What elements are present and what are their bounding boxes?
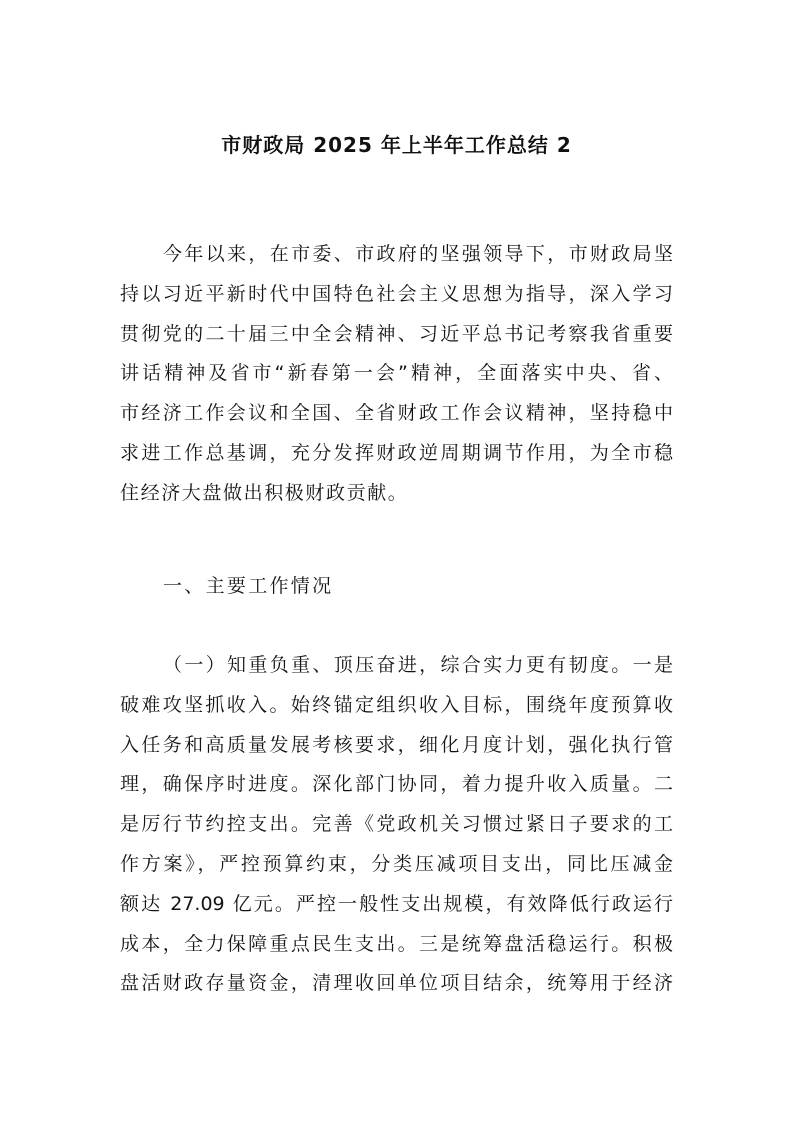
section-paragraph	[120, 646, 673, 1004]
paragraph-line: 理，确保序时进度。深化部门协同，着力提升收入质量。二	[120, 773, 673, 796]
paragraph-line: 额达 27.09 亿元。严控一般性支出规模，有效降低行政运行	[120, 892, 673, 915]
paragraph-line: 成本，全力保障重点民生支出。三是统筹盘活稳运行。积极	[120, 932, 673, 955]
paragraph-line: 盘活财政存量资金，清理收回单位项目结余，统筹用于经济	[120, 972, 673, 995]
paragraph-line: 住经济大盘做出积极财政贡献。	[120, 481, 409, 504]
section-heading: 一、主要工作情况	[163, 575, 334, 597]
paragraph-line: 是厉行节约控支出。完善《党政机关习惯过紧日子要求的工	[120, 813, 673, 836]
paragraph-line: 作方案》，严控预算约束，分类压减项目支出，同比压减金	[120, 852, 673, 875]
document-title: 市财政局 2025 年上半年工作总结 2	[221, 133, 572, 157]
paragraph-line: 今年以来，在市委、市政府的坚强领导下，市财政局坚	[163, 243, 673, 265]
paragraph-line: 贯彻党的二十届三中全会精神、习近平总书记考察我省重要	[120, 322, 673, 345]
paragraph-line: 入任务和高质量发展考核要求，细化月度计划，强化执行管	[120, 733, 673, 756]
intro-paragraph	[120, 235, 673, 514]
paragraph-line: 讲话精神及省市“新春第一会”精神，全面落实中央、省、	[120, 362, 673, 385]
paragraph-line: （一）知重负重、顶压奋进，综合实力更有韧度。一是	[163, 654, 673, 676]
paragraph-line: 市经济工作会议和全国、全省财政工作会议精神，坚持稳中	[120, 402, 673, 425]
paragraph-line: 求进工作总基调，充分发挥财政逆周期调节作用，为全市稳	[120, 441, 673, 464]
paragraph-line: 持以习近平新时代中国特色社会主义思想为指导，深入学习	[120, 282, 673, 305]
paragraph-line: 破难攻坚抓收入。始终锚定组织收入目标，围绕年度预算收	[120, 693, 673, 716]
